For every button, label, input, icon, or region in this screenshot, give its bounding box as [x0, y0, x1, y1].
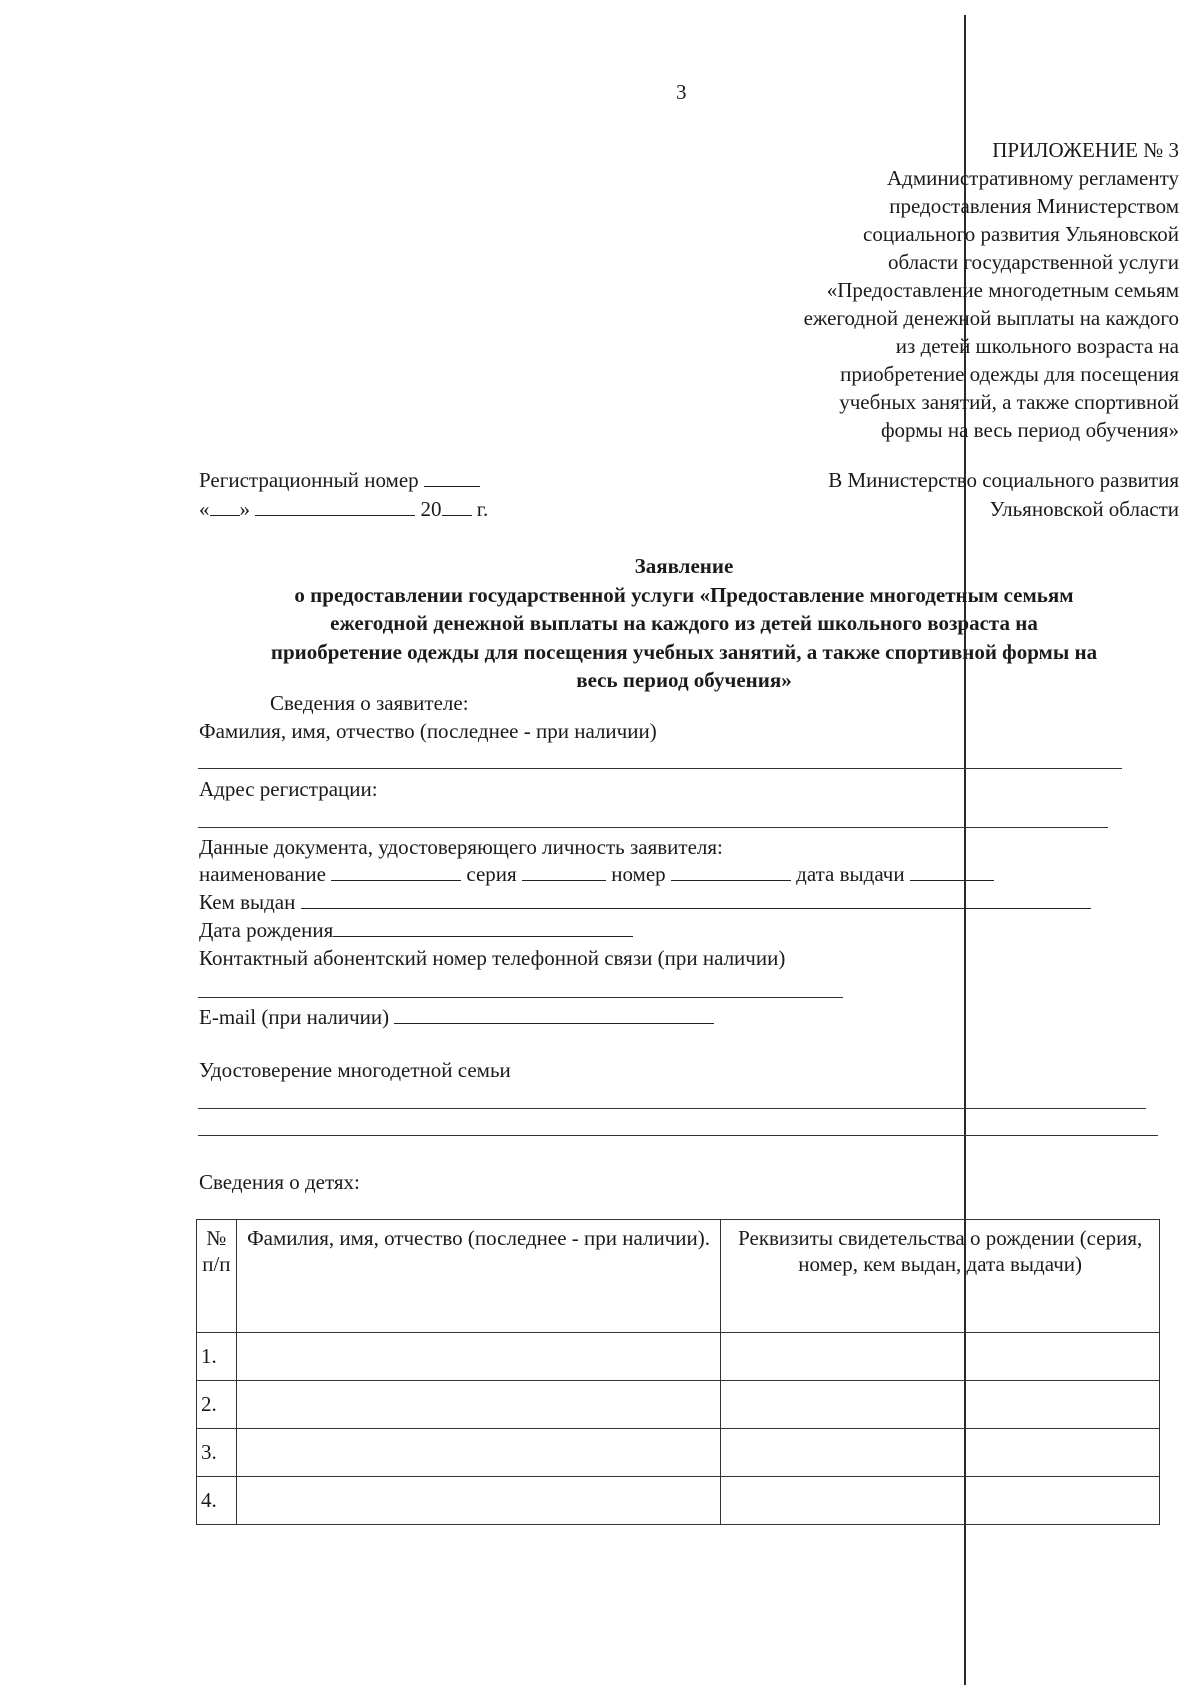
- date-day-field[interactable]: [210, 497, 240, 516]
- row-number: 3.: [197, 1429, 237, 1477]
- doc-number-field[interactable]: [671, 862, 791, 881]
- table-row: [197, 1381, 1160, 1429]
- children-info-label: Сведения о детях:: [199, 1170, 360, 1194]
- large-family-cert-field[interactable]: [198, 1108, 1146, 1109]
- table-row: [197, 1333, 1160, 1381]
- date-open-quote: «: [199, 497, 210, 521]
- year-suffix: г.: [476, 497, 489, 521]
- doc-name-field[interactable]: [331, 862, 461, 881]
- child-name-cell[interactable]: [236, 1381, 721, 1429]
- full-name-field[interactable]: [198, 768, 1122, 769]
- appendix-line: из детей школьного возраста на: [895, 334, 1179, 358]
- children-table: [196, 1219, 1160, 1525]
- appendix-line: «Предоставление многодетным семьям: [826, 278, 1179, 302]
- birth-certificate-cell[interactable]: [721, 1333, 1160, 1381]
- appendix-line: социального развития Ульяновской: [863, 222, 1179, 246]
- appendix-line: ежегодной денежной выплаты на каждого: [803, 306, 1179, 330]
- child-name-cell[interactable]: [236, 1429, 721, 1477]
- title-line: приобретение одежды для посещения учебных занятий, а также спортивной формы на: [270, 639, 1098, 664]
- doc-series-label: серия: [466, 862, 517, 886]
- appendix-line: учебных занятий, а также спортивной: [839, 390, 1179, 414]
- doc-series-field[interactable]: [522, 862, 606, 881]
- email-row: [199, 1005, 714, 1031]
- large-family-cert-field-2[interactable]: [198, 1135, 1158, 1136]
- full-name-label: Фамилия, имя, отчество (последнее - при наличии): [199, 719, 657, 743]
- column-header-birth-certificate: Реквизиты свидетельства о рождении (серия, номер, кем выдан, дата выдачи): [721, 1220, 1160, 1333]
- table-header-row: [197, 1220, 1160, 1333]
- birth-date-field[interactable]: [333, 918, 633, 937]
- doc-number-label: номер: [611, 862, 666, 886]
- row-number: 4.: [197, 1477, 237, 1525]
- id-document-fields: [199, 862, 994, 888]
- applicant-info-label: Сведения о заявителе:: [270, 691, 469, 715]
- appendix-line: формы на весь период обучения»: [880, 418, 1179, 442]
- column-header-name: Фамилия, имя, отчество (последнее - при наличии).: [236, 1220, 721, 1333]
- date-year-field[interactable]: [442, 497, 472, 516]
- appendix-line: области государственной услуги: [887, 250, 1179, 274]
- column-header-number: № п/п: [197, 1220, 237, 1333]
- email-field[interactable]: [394, 1005, 714, 1024]
- birth-date-row: [199, 918, 633, 944]
- title-line: ежегодной денежной выплаты на каждого из детей школьного возраста на: [330, 611, 1038, 635]
- id-document-label: Данные документа, удостоверяющего личность заявителя:: [199, 835, 723, 859]
- large-family-cert-label: Удостоверение многодетной семьи: [199, 1058, 511, 1082]
- registration-number-field[interactable]: [424, 468, 480, 487]
- page-number: 3: [676, 80, 687, 104]
- title-line: о предоставлении государственной услуги «Предоставление многодетным семьям: [294, 582, 1074, 607]
- registration-number-label: Регистрационный номер: [199, 468, 419, 492]
- appendix-line: предоставления Министерством: [889, 194, 1179, 218]
- doc-name-label: наименование: [199, 862, 326, 886]
- application-title: [199, 552, 1169, 695]
- title-line: весь период обучения»: [576, 668, 792, 692]
- address-label: Адрес регистрации:: [199, 777, 378, 801]
- address-field[interactable]: [198, 827, 1108, 828]
- table-row: [197, 1477, 1160, 1525]
- appendix-line: приобретение одежды для посещения: [840, 362, 1179, 386]
- date-month-field[interactable]: [255, 497, 415, 516]
- phone-label: Контактный абонентский номер телефонной связи (при наличии): [199, 946, 786, 970]
- phone-field[interactable]: [198, 997, 843, 998]
- appendix-line: Административному регламенту: [886, 166, 1179, 190]
- recipient-block: [828, 466, 1179, 524]
- registration-block: [199, 466, 488, 524]
- birth-certificate-cell[interactable]: [721, 1477, 1160, 1525]
- doc-issue-date-label: дата выдачи: [796, 862, 905, 886]
- birth-certificate-cell[interactable]: [721, 1429, 1160, 1477]
- child-name-cell[interactable]: [236, 1333, 721, 1381]
- issued-by-row: [199, 890, 1091, 916]
- year-prefix: 20: [420, 497, 442, 521]
- issued-by-label: Кем выдан: [199, 890, 296, 914]
- birth-certificate-cell[interactable]: [721, 1381, 1160, 1429]
- issued-by-field[interactable]: [301, 890, 1091, 909]
- date-close-quote: »: [239, 497, 250, 521]
- row-number: 2.: [197, 1381, 237, 1429]
- email-label: E-mail (при наличии): [199, 1005, 390, 1029]
- recipient-line: В Министерство социального развития: [828, 468, 1179, 492]
- row-number: 1.: [197, 1333, 237, 1381]
- recipient-line: Ульяновской области: [989, 497, 1179, 521]
- appendix-heading: ПРИЛОЖЕНИЕ № 3: [992, 138, 1179, 162]
- child-name-cell[interactable]: [236, 1477, 721, 1525]
- table-row: [197, 1429, 1160, 1477]
- doc-issue-date-field[interactable]: [910, 862, 994, 881]
- birth-date-label: Дата рождения: [199, 918, 334, 942]
- title-heading: Заявление: [634, 554, 734, 578]
- appendix-block: [804, 136, 1179, 444]
